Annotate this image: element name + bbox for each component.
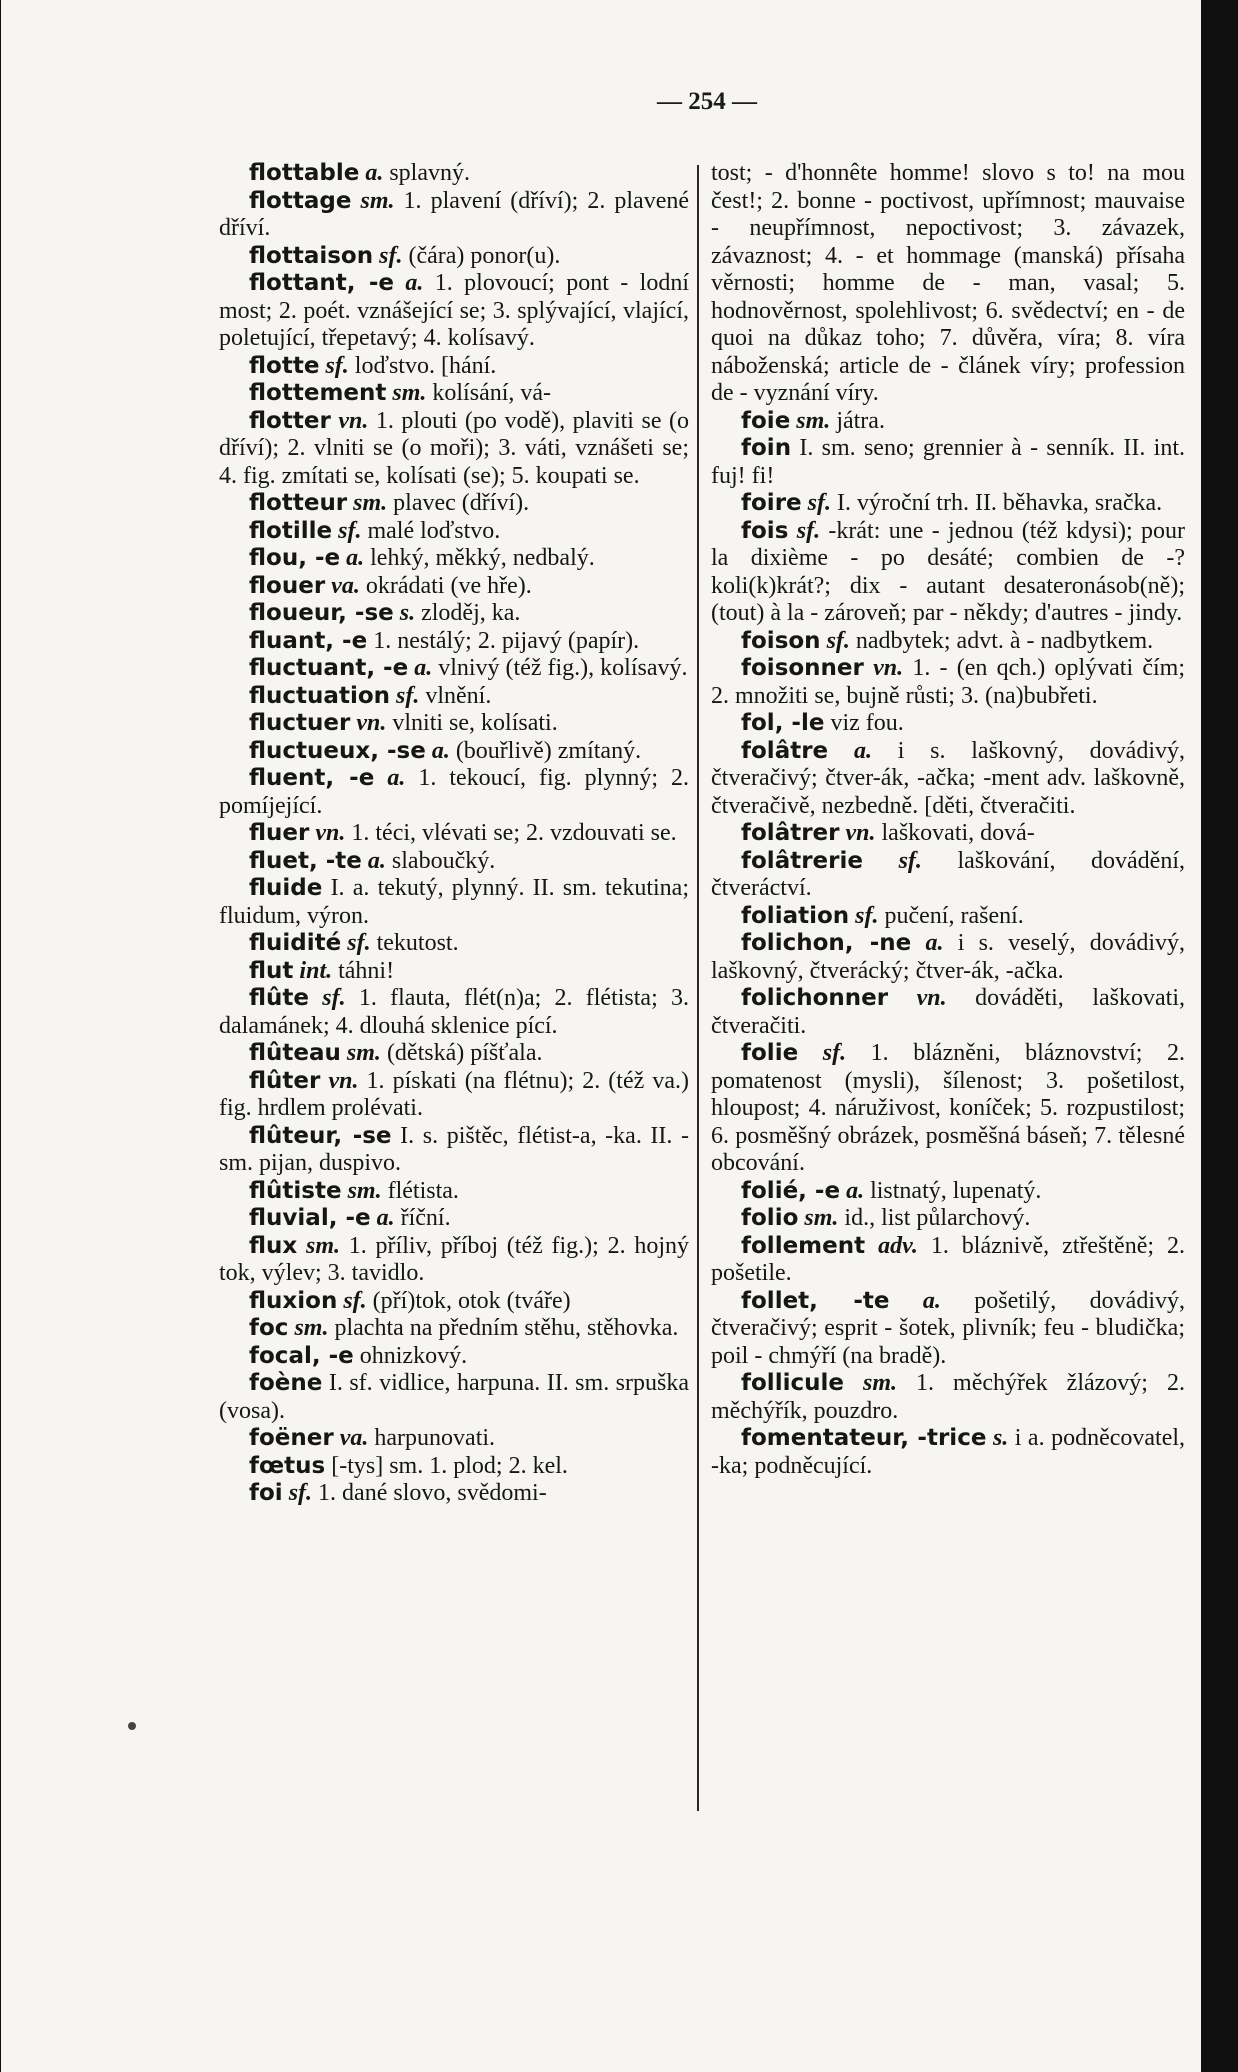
dictionary-entry <box>219 683 689 711</box>
entry-grammar: s. <box>399 600 416 626</box>
entry-definition: [-tys] sm. 1. plod; 2. kel. <box>325 1452 568 1479</box>
entry-definition: 1. plovoucí; pont - lodní most; 2. poét. vznášející se; 3. splývající, vlající, poletující, třepetavý; 4. kolísavý. <box>219 270 690 351</box>
dictionary-entry <box>219 1205 689 1233</box>
entry-definition: říční. <box>394 1205 451 1231</box>
entry-headword: follicule <box>741 1370 844 1396</box>
entry-definition: I. s. pištěc, flétist-a, -ka. II. - sm. pijan, duspivo. <box>219 1122 690 1176</box>
dictionary-entry <box>711 1233 1185 1288</box>
entry-grammar: vn. <box>356 710 387 736</box>
dictionary-entry <box>219 1453 689 1481</box>
entry-definition: nadbytek; advt. à - nadbytkem. <box>849 627 1154 654</box>
entry-grammar: sf. <box>322 985 346 1011</box>
entry-grammar: sf. <box>338 517 362 544</box>
dictionary-entry <box>219 188 689 243</box>
entry-grammar: a. <box>922 1287 941 1314</box>
entry-definition: -krát: une - jednou (též kdysi); pour la dixième - po desáté; combien de -? koli(k)krát?; dix - autant desateronásob(ně); (tout) à la - zároveň; par - někdy; d'autres - jindy. <box>711 517 1186 626</box>
entry-headword: foisonner <box>741 655 864 681</box>
entry-headword: foie <box>741 407 791 434</box>
entry-grammar: sf. <box>855 902 879 929</box>
entry-definition: 1. tekoucí, fig. plynný; 2. pomíjející. <box>219 765 690 819</box>
entry-headword: fluctuation <box>249 682 390 709</box>
dictionary-page <box>1 0 1201 2072</box>
entry-definition: tost; - d'honnête homme! slovo s to! na mou čest!; 2. bonne - poctivost, upřímnost; mauvaise - neupřímnost, nepoctivost; 3. závazek, závaznost; 4. - et hommage (manská) přísaha věrnosti; homme de - man, vasal; 5. hodnověrnost, spolehlivost; 6. svědectví; en - de quoi na důkaz toho; 7. důvěra, víra; 8. víra náboženská; article de - článek víry; profession de - vyznání víry. <box>711 160 1185 406</box>
entry-headword: flouer <box>249 572 326 599</box>
dictionary-entry <box>711 518 1185 628</box>
entry-definition: slaboučký. <box>385 847 496 874</box>
entry-grammar: sf. <box>826 627 850 654</box>
entry-headword: flou, -e <box>249 545 341 571</box>
dictionary-entry <box>219 1233 689 1288</box>
entry-definition: 1. flauta, flét(n)a; 2. flétista; 3. dalamánek; 4. dlouhá sklenice pící. <box>219 985 689 1039</box>
dictionary-entry <box>711 1040 1185 1178</box>
entry-headword: follet, -te <box>741 1287 890 1314</box>
entry-headword: folâtre <box>741 737 829 764</box>
dictionary-entry <box>219 518 689 546</box>
dictionary-entry <box>219 820 689 848</box>
entry-headword: focal, -e <box>249 1342 354 1369</box>
dictionary-entry <box>711 1178 1185 1206</box>
entry-definition: vlniti se, kolísati. <box>386 710 558 736</box>
dictionary-entry <box>711 820 1185 848</box>
entry-definition: (bouřlivě) zmítaný. <box>449 737 642 764</box>
dictionary-entry <box>711 738 1185 821</box>
dictionary-entry <box>219 875 689 930</box>
dictionary-entry <box>711 490 1185 518</box>
entry-headword: fluctuer <box>249 710 351 736</box>
entry-grammar: sm. <box>862 1370 897 1396</box>
entry-grammar: a. <box>414 655 433 681</box>
entry-definition: I. a. tekutý, plynný. II. sm. tekutina; fluidum, výron. <box>219 875 689 929</box>
entry-definition: 1. bláznivě, ztřeštěně; 2. pošetile. <box>711 1232 1185 1286</box>
dictionary-entry <box>219 738 689 766</box>
entry-headword: flûteau <box>249 1040 341 1066</box>
entry-definition: 1. - (en qch.) oplývati čím; 2. množiti se, bujně růsti; 3. (na)bubřeti. <box>711 655 1185 709</box>
dictionary-entry <box>219 160 689 188</box>
dictionary-entry <box>711 160 1185 408</box>
entry-grammar: sm. <box>796 407 831 434</box>
entry-headword: floueur, -se <box>249 600 394 626</box>
entry-definition: plachta na předním stěhu, stěhovka. <box>328 1315 679 1341</box>
entry-grammar: va. <box>339 1425 369 1451</box>
entry-definition: viz fou. <box>824 710 904 736</box>
entry-headword: folichon, -ne <box>741 930 912 956</box>
entry-headword: folichonner <box>741 985 889 1011</box>
entry-grammar: sf. <box>396 682 420 709</box>
entry-grammar: vn. <box>328 1067 359 1094</box>
entry-definition: (pří)tok, otok (tváře) <box>366 1287 571 1314</box>
entry-grammar: vn. <box>845 820 876 846</box>
entry-definition: I. sm. seno; grennier à - senník. II. int. fuj! fi! <box>711 435 1185 489</box>
dictionary-entry <box>711 848 1185 903</box>
entry-definition: 1. měchýřek žlázový; 2. měchýřík, pouzdro. <box>711 1370 1185 1424</box>
dictionary-entry <box>219 1178 689 1206</box>
entry-grammar: sf. <box>379 242 403 269</box>
entry-grammar: va. <box>331 572 360 599</box>
entry-grammar: sf. <box>347 930 371 956</box>
entry-headword: fluctuant, -e <box>249 655 409 681</box>
dictionary-entry <box>711 435 1185 490</box>
entry-definition: okrádati (ve hře). <box>359 572 532 599</box>
dictionary-entry <box>219 1288 689 1316</box>
dictionary-entry <box>711 655 1185 710</box>
entry-headword: foène <box>249 1370 323 1396</box>
entry-headword: fluet, -te <box>249 847 362 874</box>
entry-headword: flûteur, -se <box>249 1122 392 1149</box>
entry-grammar: sm. <box>360 187 395 214</box>
entry-definition: flétista. <box>381 1177 459 1204</box>
dictionary-entry <box>219 243 689 271</box>
entry-grammar: sf. <box>343 1287 367 1314</box>
entry-definition: 1. téci, vlévati se; 2. vzdouvati se. <box>345 820 677 846</box>
entry-grammar: s. <box>992 1425 1009 1451</box>
dictionary-entry <box>219 1480 689 1508</box>
dictionary-entry <box>219 985 689 1040</box>
entry-headword: flotter <box>249 407 331 434</box>
entry-grammar: sm. <box>804 1205 839 1231</box>
entry-headword: foliation <box>741 902 850 929</box>
dictionary-entry <box>711 1288 1185 1371</box>
entry-definition: táhni! <box>332 957 395 984</box>
dictionary-entry <box>219 490 689 518</box>
entry-definition: lehký, měkký, nedbalý. <box>364 545 595 571</box>
dictionary-entry <box>711 1370 1185 1425</box>
dictionary-entry <box>219 1123 689 1178</box>
entry-grammar: int. <box>299 957 333 984</box>
entry-grammar: vn. <box>338 407 369 434</box>
entry-grammar: sf. <box>325 352 349 379</box>
entry-headword: foire <box>741 490 802 516</box>
dictionary-entry <box>219 380 689 408</box>
entry-grammar: vn. <box>315 820 346 846</box>
dictionary-entry <box>219 408 689 491</box>
entry-grammar: a. <box>846 1177 865 1204</box>
entry-definition: vlnění. <box>419 682 492 709</box>
entry-headword: foin <box>741 435 792 461</box>
dictionary-entry <box>711 1425 1185 1480</box>
entry-definition: 1. příliv, příboj (též fig.); 2. hojný tok, výlev; 3. tavidlo. <box>219 1232 689 1286</box>
entry-headword: flûter <box>249 1067 321 1094</box>
dictionary-entry <box>219 1425 689 1453</box>
entry-grammar: sf. <box>822 1040 847 1066</box>
dictionary-entry <box>711 930 1185 985</box>
entry-headword: flux <box>249 1232 298 1259</box>
entry-definition: malé loďstvo. <box>361 517 501 544</box>
entry-headword: fluant, -e <box>249 627 368 654</box>
left-column <box>219 160 689 2040</box>
dictionary-entry <box>219 270 689 353</box>
entry-grammar: sm. <box>353 490 388 516</box>
entry-headword: fluctueux, -se <box>249 737 426 764</box>
dictionary-entry <box>219 600 689 628</box>
entry-grammar: a. <box>346 545 365 571</box>
entry-headword: foison <box>741 627 821 654</box>
entry-definition: pučení, rašení. <box>878 902 1024 929</box>
entry-headword: follement <box>741 1232 866 1259</box>
entry-headword: folié, -e <box>741 1177 841 1204</box>
entry-definition: listnatý, lupenatý. <box>864 1177 1042 1204</box>
entry-definition: laškovati, dová- <box>875 820 1035 846</box>
entry-headword: fœtus <box>249 1452 326 1479</box>
entry-grammar: vn. <box>916 985 947 1011</box>
entry-definition: ohnizkový. <box>353 1342 468 1369</box>
entry-definition: plavec (dříví). <box>387 490 530 516</box>
entry-headword: folie <box>741 1040 799 1066</box>
entry-grammar: vn. <box>873 655 904 681</box>
dictionary-entry <box>219 958 689 986</box>
dictionary-entry <box>219 655 689 683</box>
entry-headword: flottable <box>249 160 360 186</box>
right-column <box>711 160 1185 2040</box>
entry-definition: id., list půlarchový. <box>838 1205 1031 1231</box>
entry-definition: laškování, dovádění, čtveráctví. <box>711 847 1186 901</box>
entry-headword: fluidité <box>249 930 342 956</box>
entry-definition: harpunovati. <box>368 1425 496 1451</box>
page-number: — 254 — <box>657 88 757 115</box>
entry-headword: fluide <box>249 875 323 901</box>
entry-grammar: a. <box>925 930 944 956</box>
column-divider <box>697 165 699 1811</box>
entry-headword: fluvial, -e <box>249 1205 371 1231</box>
dictionary-entry <box>219 848 689 876</box>
entry-definition: 1. blázněni, bláznovství; 2. pomatenost (mysli), šílenost; 3. pošetilost, hloupost; 4. náruživost, koníček; 5. rozpustilost; 6. posměšný obrázek, posměšná báseň; 7. tělesné obcování. <box>711 1040 1186 1176</box>
entry-definition: i s. laškovný, dovádivý, čtveračivý; čtver-ák, -ačka; -ment adv. laškovně, čtveračivě, nezbedně. [děti, čtveračiti. <box>711 737 1186 819</box>
entry-grammar: a. <box>376 1205 395 1231</box>
dictionary-entry <box>219 765 689 820</box>
dictionary-entry <box>711 1205 1185 1233</box>
entry-grammar: a. <box>365 160 384 186</box>
entry-definition: I. sf. vidlice, harpuna. II. sm. srpuška (vosa). <box>219 1370 689 1424</box>
entry-headword: fluer <box>249 820 310 846</box>
entry-definition: 1. pískati (na flétnu); 2. (též va.) fig. hrdlem prolévati. <box>219 1067 689 1121</box>
dictionary-entry <box>711 903 1185 931</box>
entry-definition: i s. veselý, dovádivý, laškovný, čtverácký; čtver-ák, -ačka. <box>711 930 1186 984</box>
entry-headword: folio <box>741 1205 799 1231</box>
entry-definition: loďstvo. [hání. <box>348 352 497 379</box>
entry-headword: foc <box>249 1315 289 1341</box>
dictionary-entry <box>219 628 689 656</box>
entry-definition: dováděti, laškovati, čtveračiti. <box>711 985 1185 1039</box>
entry-grammar: adv. <box>878 1232 918 1259</box>
entry-definition: vlnivý (též fig.), kolísavý. <box>432 655 688 681</box>
entry-grammar: sm. <box>392 380 427 406</box>
entry-grammar: sm. <box>306 1232 341 1259</box>
entry-grammar: a. <box>367 847 386 874</box>
dictionary-entry <box>219 353 689 381</box>
dictionary-entry <box>711 985 1185 1040</box>
entry-headword: flotille <box>249 517 333 544</box>
dictionary-entry <box>219 1343 689 1371</box>
entry-headword: flotteur <box>249 490 348 516</box>
entry-grammar: sf. <box>288 1480 313 1506</box>
entry-grammar: a. <box>387 765 406 791</box>
entry-headword: flûtiste <box>249 1177 342 1204</box>
entry-definition: splavný. <box>383 160 470 186</box>
dictionary-entry <box>219 1315 689 1343</box>
entry-headword: flottage <box>249 187 352 214</box>
dictionary-entry <box>219 1040 689 1068</box>
entry-grammar: sm. <box>347 1177 382 1204</box>
entry-headword: fol, -le <box>741 710 825 736</box>
entry-headword: folâtrer <box>741 820 840 846</box>
entry-headword: fluxion <box>249 1287 338 1314</box>
dictionary-entry <box>219 1068 689 1123</box>
dictionary-entry <box>711 710 1185 738</box>
dictionary-entry <box>219 1370 689 1425</box>
margin-dot <box>128 1722 136 1730</box>
entry-headword: fluent, -e <box>249 765 375 791</box>
entry-headword: foi <box>249 1480 283 1506</box>
entry-headword: flottant, -e <box>249 270 395 296</box>
dictionary-entry <box>219 545 689 573</box>
entry-definition: kolísání, vá- <box>426 380 552 406</box>
entry-definition: tekutost. <box>370 930 459 956</box>
entry-definition: (dětská) píšťala. <box>380 1040 543 1066</box>
entry-definition: 1. dané slovo, svědomi- <box>312 1480 547 1506</box>
entry-definition: 1. plouti (po vodě), plaviti se (o dříví); 2. vlniti se (o moři); 3. váti, vznášeti se; 4. fig. zmítati se, kolísati (se); 5. koupati se. <box>219 407 690 489</box>
entry-definition: pošetilý, dovádivý, čtveračivý; esprit - šotek, plivník; feu - bludička; poil - chmýří (na bradě). <box>711 1287 1185 1369</box>
entry-headword: fomentateur, -trice <box>741 1425 987 1451</box>
entry-grammar: sm. <box>294 1315 329 1341</box>
entry-definition: 1. plavení (dříví); 2. plavené dříví. <box>219 187 690 241</box>
dictionary-entry <box>711 408 1185 436</box>
entry-headword: flotte <box>249 352 320 379</box>
entry-definition: i a. podněcovatel, -ka; podněcující. <box>711 1425 1186 1479</box>
entry-grammar: sf. <box>796 517 821 544</box>
dictionary-entry <box>219 573 689 601</box>
entry-grammar: a. <box>853 737 872 764</box>
entry-headword: foëner <box>249 1425 334 1451</box>
entry-definition: 1. nestálý; 2. pijavý (papír). <box>367 627 640 654</box>
entry-headword: folâtrerie <box>741 847 863 874</box>
entry-definition: (čára) ponor(u). <box>402 242 561 269</box>
entry-headword: flûte <box>249 985 310 1011</box>
entry-grammar: a. <box>431 737 450 764</box>
entry-headword: flottaison <box>249 242 374 269</box>
entry-definition: I. výroční trh. II. běhavka, sračka. <box>830 490 1163 516</box>
entry-grammar: sm. <box>346 1040 381 1066</box>
entry-grammar: sf. <box>807 490 831 516</box>
dictionary-entry <box>219 930 689 958</box>
entry-headword: flottement <box>249 380 387 406</box>
entry-headword: fois <box>741 517 789 544</box>
entry-grammar: a. <box>405 270 424 296</box>
entry-headword: flut <box>249 957 294 984</box>
entry-definition: játra. <box>830 407 885 434</box>
entry-grammar: sf. <box>898 847 922 874</box>
dictionary-entry <box>219 710 689 738</box>
entry-definition: zloděj, ka. <box>415 600 521 626</box>
dictionary-entry <box>711 628 1185 656</box>
